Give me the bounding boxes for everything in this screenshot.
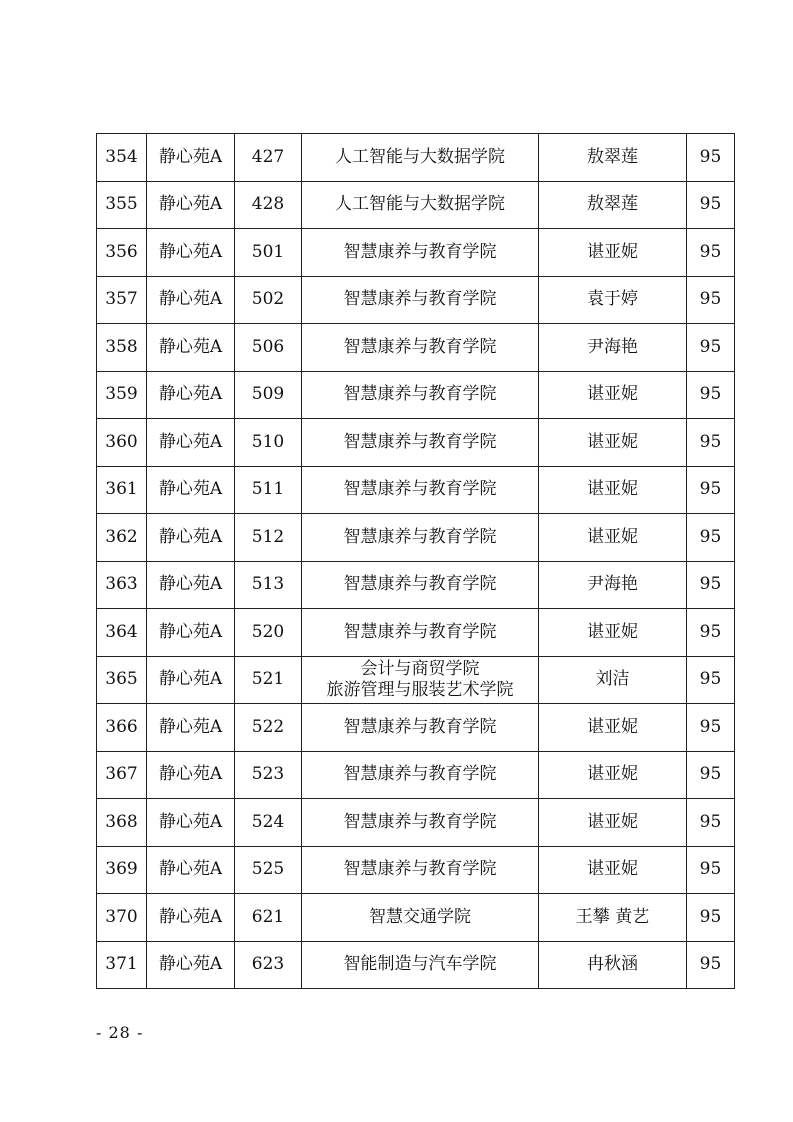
college-cell (302, 609, 539, 657)
college-cell (302, 181, 539, 229)
row-number-cell: 357 (97, 276, 147, 324)
room-number-cell: 621 (235, 894, 302, 942)
college-cell (302, 561, 539, 609)
college-cell (302, 514, 539, 562)
building-cell: 静心苑A (147, 704, 235, 752)
building-cell: 静心苑A (147, 846, 235, 894)
score-cell: 95 (687, 134, 735, 182)
inspector-cell: 谌亚妮 (539, 229, 687, 277)
dormitory-score-table (96, 133, 735, 989)
college-cell (302, 419, 539, 467)
building-cell: 静心苑A (147, 276, 235, 324)
table-row (97, 419, 735, 467)
row-number-cell: 358 (97, 324, 147, 372)
room-number-cell: 509 (235, 371, 302, 419)
college-name: 旅游管理与服装艺术学院 (326, 679, 514, 700)
college-name: 智慧康养与教育学院 (343, 716, 497, 737)
college-name: 智慧康养与教育学院 (343, 336, 497, 357)
table-row (97, 704, 735, 752)
inspector-cell: 谌亚妮 (539, 466, 687, 514)
college-name: 智慧康养与教育学院 (343, 574, 497, 595)
college-cell (302, 229, 539, 277)
inspector-cell: 王攀 黄艺 (539, 894, 687, 942)
college-name: 会计与商贸学院 (360, 658, 480, 679)
college-cell (302, 894, 539, 942)
inspector-cell: 谌亚妮 (539, 514, 687, 562)
score-cell: 95 (687, 229, 735, 277)
inspector-cell: 尹海艳 (539, 324, 687, 372)
college-cell (302, 134, 539, 182)
inspector-cell: 敖翠莲 (539, 181, 687, 229)
building-cell: 静心苑A (147, 181, 235, 229)
inspector-cell: 袁于婷 (539, 276, 687, 324)
table-row (97, 229, 735, 277)
building-cell: 静心苑A (147, 751, 235, 799)
college-name: 人工智能与大数据学院 (335, 146, 505, 167)
score-cell: 95 (687, 941, 735, 989)
room-number-cell: 427 (235, 134, 302, 182)
college-name: 智慧康养与教育学院 (343, 241, 497, 262)
row-number-cell: 361 (97, 466, 147, 514)
college-cell (302, 276, 539, 324)
row-number-cell: 355 (97, 181, 147, 229)
room-number-cell: 510 (235, 419, 302, 467)
building-cell: 静心苑A (147, 419, 235, 467)
table-row (97, 134, 735, 182)
row-number-cell: 369 (97, 846, 147, 894)
score-cell: 95 (687, 324, 735, 372)
college-cell (302, 846, 539, 894)
college-cell (302, 371, 539, 419)
inspector-cell: 谌亚妮 (539, 371, 687, 419)
inspector-cell: 冉秋涵 (539, 941, 687, 989)
score-cell: 95 (687, 751, 735, 799)
building-cell: 静心苑A (147, 656, 235, 704)
score-cell: 95 (687, 799, 735, 847)
building-cell: 静心苑A (147, 941, 235, 989)
building-cell: 静心苑A (147, 894, 235, 942)
row-number-cell: 370 (97, 894, 147, 942)
score-cell: 95 (687, 419, 735, 467)
table-row (97, 656, 735, 704)
room-number-cell: 522 (235, 704, 302, 752)
room-number-cell: 428 (235, 181, 302, 229)
score-cell: 95 (687, 894, 735, 942)
college-name: 智慧康养与教育学院 (343, 859, 497, 880)
table-row (97, 324, 735, 372)
room-number-cell: 623 (235, 941, 302, 989)
college-cell (302, 704, 539, 752)
score-cell: 95 (687, 181, 735, 229)
score-cell: 95 (687, 609, 735, 657)
row-number-cell: 359 (97, 371, 147, 419)
table-row (97, 181, 735, 229)
table-row (97, 514, 735, 562)
college-cell (302, 751, 539, 799)
inspector-cell: 谌亚妮 (539, 704, 687, 752)
college-cell (302, 466, 539, 514)
row-number-cell: 365 (97, 656, 147, 704)
score-cell: 95 (687, 656, 735, 704)
college-name: 智慧交通学院 (369, 906, 471, 927)
score-cell: 95 (687, 514, 735, 562)
room-number-cell: 524 (235, 799, 302, 847)
inspector-cell: 敖翠莲 (539, 134, 687, 182)
table-row (97, 751, 735, 799)
score-cell: 95 (687, 704, 735, 752)
score-cell: 95 (687, 276, 735, 324)
table-row (97, 941, 735, 989)
room-number-cell: 523 (235, 751, 302, 799)
building-cell: 静心苑A (147, 371, 235, 419)
building-cell: 静心苑A (147, 514, 235, 562)
table-row (97, 894, 735, 942)
inspector-cell: 谌亚妮 (539, 751, 687, 799)
room-number-cell: 520 (235, 609, 302, 657)
college-name: 智慧康养与教育学院 (343, 621, 497, 642)
room-number-cell: 502 (235, 276, 302, 324)
college-name: 智能制造与汽车学院 (343, 954, 497, 975)
table-row (97, 561, 735, 609)
row-number-cell: 360 (97, 419, 147, 467)
college-cell (302, 324, 539, 372)
room-number-cell: 512 (235, 514, 302, 562)
building-cell: 静心苑A (147, 609, 235, 657)
row-number-cell: 367 (97, 751, 147, 799)
college-name: 智慧康养与教育学院 (343, 289, 497, 310)
score-cell: 95 (687, 371, 735, 419)
inspector-cell: 谌亚妮 (539, 799, 687, 847)
college-name: 智慧康养与教育学院 (343, 384, 497, 405)
college-name: 智慧康养与教育学院 (343, 764, 497, 785)
inspector-cell: 尹海艳 (539, 561, 687, 609)
college-name: 智慧康养与教育学院 (343, 526, 497, 547)
inspector-cell: 谌亚妮 (539, 609, 687, 657)
score-cell: 95 (687, 466, 735, 514)
college-name: 智慧康养与教育学院 (343, 431, 497, 452)
page-number: - 28 - (96, 1023, 144, 1042)
college-cell (302, 656, 539, 704)
table-body (97, 134, 735, 989)
row-number-cell: 363 (97, 561, 147, 609)
inspector-cell: 谌亚妮 (539, 419, 687, 467)
table-row (97, 609, 735, 657)
building-cell: 静心苑A (147, 229, 235, 277)
table-row (97, 276, 735, 324)
score-cell: 95 (687, 846, 735, 894)
building-cell: 静心苑A (147, 134, 235, 182)
row-number-cell: 354 (97, 134, 147, 182)
row-number-cell: 368 (97, 799, 147, 847)
college-cell (302, 941, 539, 989)
table-row (97, 371, 735, 419)
college-name: 人工智能与大数据学院 (335, 194, 505, 215)
college-name: 智慧康养与教育学院 (343, 811, 497, 832)
row-number-cell: 356 (97, 229, 147, 277)
college-cell (302, 799, 539, 847)
room-number-cell: 521 (235, 656, 302, 704)
room-number-cell: 513 (235, 561, 302, 609)
building-cell: 静心苑A (147, 466, 235, 514)
building-cell: 静心苑A (147, 799, 235, 847)
inspector-cell: 谌亚妮 (539, 846, 687, 894)
inspector-cell: 刘洁 (539, 656, 687, 704)
room-number-cell: 501 (235, 229, 302, 277)
room-number-cell: 506 (235, 324, 302, 372)
score-cell: 95 (687, 561, 735, 609)
table-row (97, 466, 735, 514)
building-cell: 静心苑A (147, 561, 235, 609)
college-name: 智慧康养与教育学院 (343, 479, 497, 500)
room-number-cell: 511 (235, 466, 302, 514)
row-number-cell: 362 (97, 514, 147, 562)
table-row (97, 799, 735, 847)
room-number-cell: 525 (235, 846, 302, 894)
table-row (97, 846, 735, 894)
building-cell: 静心苑A (147, 324, 235, 372)
row-number-cell: 371 (97, 941, 147, 989)
row-number-cell: 366 (97, 704, 147, 752)
row-number-cell: 364 (97, 609, 147, 657)
